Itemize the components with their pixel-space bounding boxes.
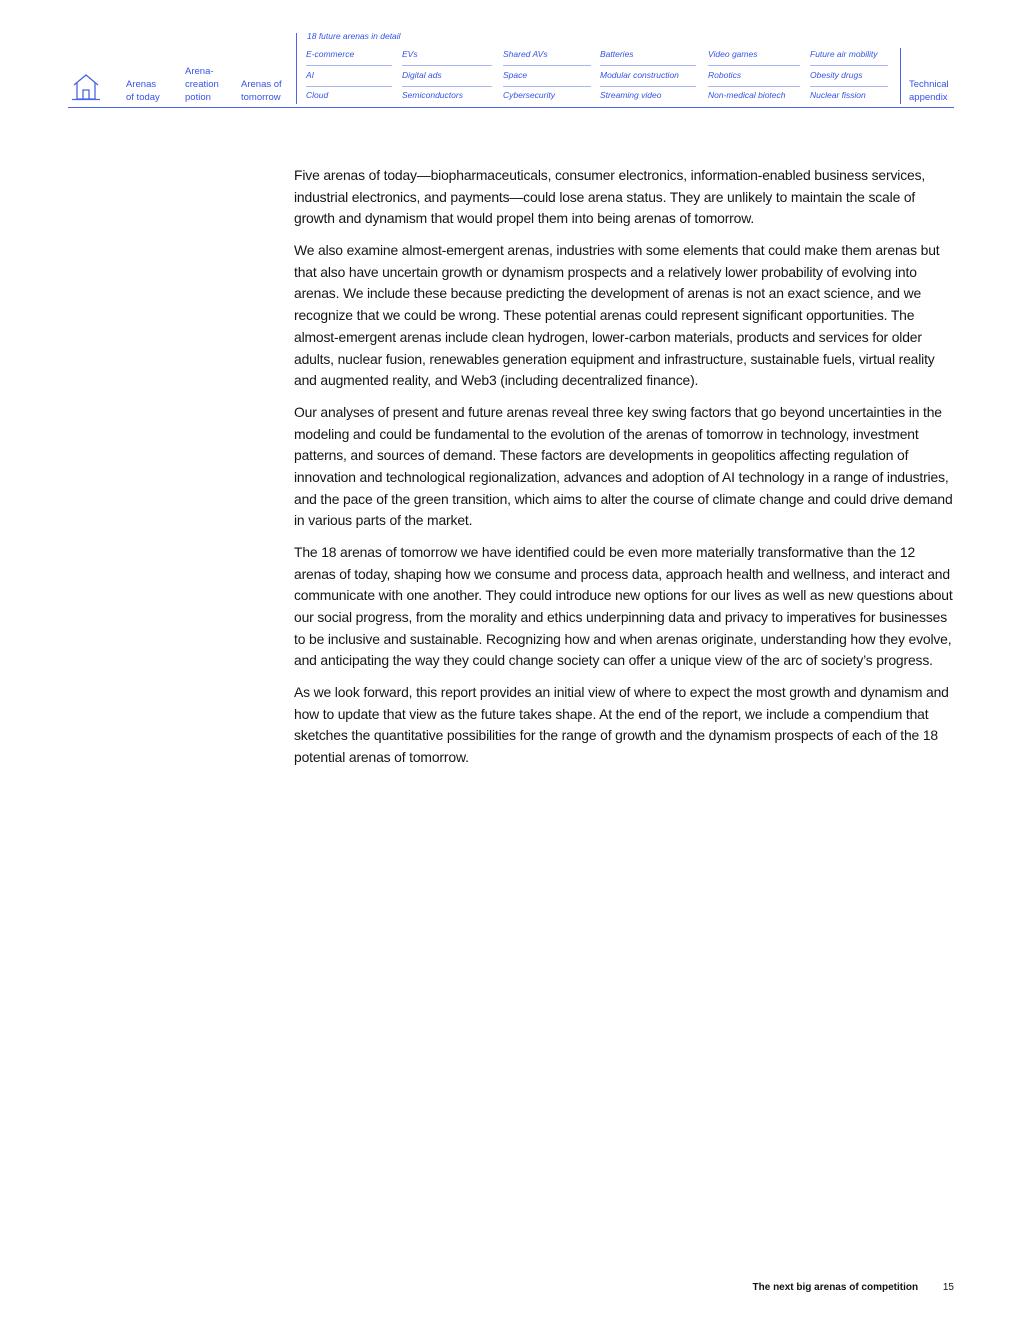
cell-divider (600, 86, 696, 87)
cell-divider (810, 86, 888, 87)
cell-divider (708, 86, 800, 87)
paragraph: The 18 arenas of tomorrow we have identified could be even more materially transformative than the 12 arenas of today, shaping how we consume and process data, approach health and wellness, and interact and communicate with one another. They could introduce new options for our lives as well as new questions about our social progress, from the morality and ethics underpinning data and privacy to imperatives for businesses to be inclusive and sustainable. Recognizing how and when arenas originate, understanding how they evolve, and anticipating the way they could change society can offer a unique view of the arc of society’s progress. (294, 543, 953, 669)
arena-link[interactable]: EVs (402, 49, 418, 59)
footer-title: The next big arenas of competition (752, 1282, 919, 1293)
arena-link[interactable]: Future air mobility (810, 49, 878, 59)
arena-link[interactable]: Cybersecurity (503, 90, 555, 100)
main-text (294, 165, 956, 779)
divider (900, 48, 901, 104)
arena-link[interactable]: Batteries (600, 49, 634, 59)
nav-label: Arenas (126, 79, 157, 90)
arena-link[interactable]: Robotics (708, 70, 742, 80)
nav-underline (68, 107, 954, 108)
nav-label: appendix (909, 92, 948, 103)
arena-link[interactable]: Video games (708, 49, 758, 59)
cell-divider (708, 65, 800, 66)
cell-divider (810, 65, 888, 66)
home-icon[interactable] (72, 72, 100, 102)
arena-link[interactable]: AI (306, 70, 315, 80)
nav-technical-appendix[interactable] (909, 78, 949, 104)
arena-link[interactable]: Streaming video (600, 90, 662, 100)
arena-link[interactable]: Cloud (306, 90, 329, 100)
paragraph: Our analyses of present and future arenas reveal three key swing factors that go beyond uncertainties in the modeling and could be fundamental to the evolution of the arenas of tomorrow in technology, investment patterns, and sources of demand. These factors are developments in geopolitics affecting regulation of innovation and technological regionalization, advances and adoption of AI technology in a range of industries, and the pace of the green transition, which aims to alter the course of climate change and could drive demand in various parts of the market. (294, 403, 953, 529)
arena-link[interactable]: Modular construction (600, 70, 679, 80)
nav-label: tomorrow (241, 92, 281, 103)
paragraph: Five arenas of today—biopharmaceuticals, consumer electronics, information-enabled business services, industrial electronics, and payments—could lose arena status. They are unlikely to maintain the scale of growth and dynamism that would propel them into being arenas of tomorrow. (294, 167, 926, 227)
paragraph: We also examine almost-emergent arenas, industries with some elements that could make them arenas but that also have uncertain growth or dynamism prospects and a relatively lower probability of evolving into arenas. We include these because predicting the development of arenas is not an exact science, and we recognize that we could be wrong. These potential arenas could represent significant opportunities. The almost-emergent arenas include clean hydrogen, lower-carbon materials, products and services for older adults, nuclear fusion, renewables generation equipment and infrastructure, sustainable fuels, virtual reality and augmented reality, and Web3 (including decentralized finance). (294, 242, 940, 389)
nav-arenas-of-tomorrow[interactable] (241, 78, 282, 104)
nav-label: Technical (909, 79, 949, 90)
arena-link[interactable]: Space (503, 70, 528, 80)
divider (296, 33, 297, 104)
page-footer (753, 1282, 954, 1293)
nav-label: of today (126, 92, 160, 103)
top-navigation (68, 28, 954, 110)
cell-divider (402, 86, 492, 87)
arena-link[interactable]: Non-medical biotech (708, 90, 786, 100)
arena-link[interactable]: Semiconductors (402, 90, 463, 100)
cell-divider (306, 65, 392, 66)
arena-link[interactable]: E-commerce (306, 49, 355, 59)
cell-divider (503, 86, 591, 87)
page-number: 15 (942, 1282, 954, 1293)
paragraph: As we look forward, this report provides an initial view of where to expect the most growth and dynamism and how to update that view as the future takes shape. At the end of the report, we include a compendium that sketches the quantitative possibilities for the range of growth and the dynamism prospects of each of the 18 potential arenas of tomorrow. (294, 684, 949, 766)
arena-link[interactable]: Digital ads (402, 70, 442, 80)
future-arenas-heading: 18 future arenas in detail (307, 31, 401, 41)
nav-arenas-of-today[interactable] (126, 78, 160, 104)
arena-link[interactable]: Obesity drugs (810, 70, 863, 80)
cell-divider (402, 65, 492, 66)
arena-link[interactable]: Shared AVs (503, 49, 548, 59)
nav-label: creation (185, 79, 219, 90)
arena-link[interactable]: Nuclear fission (810, 90, 866, 100)
nav-label: Arena- (185, 66, 214, 77)
cell-divider (600, 65, 696, 66)
cell-divider (503, 65, 591, 66)
nav-arena-creation-potion[interactable] (185, 65, 219, 104)
nav-label: potion (185, 92, 211, 103)
nav-label: Arenas of (241, 79, 282, 90)
cell-divider (306, 86, 392, 87)
